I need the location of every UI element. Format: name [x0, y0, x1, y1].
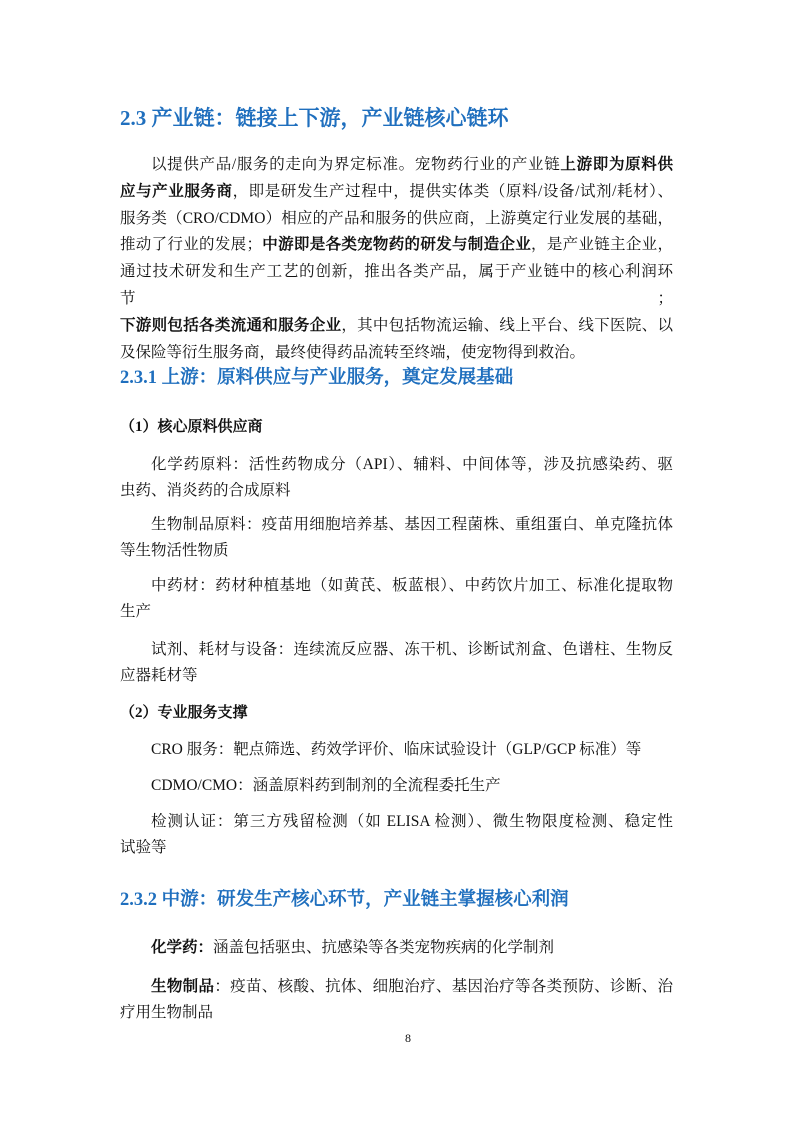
text-run: 试验等 — [120, 839, 167, 856]
text-line — [120, 809, 673, 835]
text-line — [120, 974, 673, 1000]
text-run: 及保险等衍生服务商，最终使得药品流转至终端，使宠物得到救治。 — [120, 343, 586, 361]
paragraph-midstream-biologics — [120, 974, 673, 1025]
text-line — [120, 340, 673, 367]
text-run: 检测认证：第三方残留检测（如 ELISA 检测）、微生物限度检测、稳定性 — [151, 813, 673, 830]
subsection-heading-2-3-1: 2.3.1 上游：原料供应与产业服务，奠定发展基础 — [120, 368, 514, 388]
text-line — [120, 179, 673, 206]
text-run: 通过技术研发和生产工艺的创新，推出各类产品，属于产业链中的核心利润环节； — [120, 263, 673, 307]
text-line — [120, 259, 673, 313]
text-run: 生产 — [120, 603, 152, 620]
paragraph-biological-raw-materials — [120, 512, 673, 564]
text-line — [120, 637, 673, 663]
text-run: 以提供产品/服务的走向为界定标准。宠物药行业的产业链 — [151, 156, 561, 173]
text-run: 虫药、消炎药的合成原料 — [120, 482, 291, 499]
text-line — [120, 232, 673, 259]
paragraph-midstream-chemical-drugs — [120, 935, 673, 961]
text-line — [120, 206, 673, 233]
text-run: 疗用生物制品 — [120, 1003, 214, 1021]
paragraph-chinese-herbal-materials — [120, 573, 673, 625]
text-line — [120, 152, 673, 179]
intro-paragraph — [120, 152, 673, 366]
text-line — [120, 573, 673, 599]
text-run: ：疫苗、核酸、抗体、细胞治疗、基因治疗等各类预防、诊断、治 — [214, 978, 673, 995]
text-line — [120, 835, 673, 861]
text-run: 应器耗材等 — [120, 667, 198, 684]
paragraph-cdmo-cmo — [120, 773, 673, 799]
text-line — [120, 538, 673, 564]
text-run: ，其中包括物流运输、线上平台、线下医院、以 — [341, 316, 673, 334]
paragraph-reagents-equipment — [120, 637, 673, 689]
text-line — [120, 478, 673, 504]
text-line — [120, 737, 673, 763]
text-line — [120, 935, 673, 961]
page-number: 8 — [405, 1031, 411, 1045]
text-line — [120, 663, 673, 689]
text-run: 等生物活性物质 — [120, 542, 229, 559]
text-run: 生物制品原料：疫苗用细胞培养基、基因工程菌株、重组蛋白、单克隆抗体 — [151, 516, 673, 533]
text-run: 化学药原料：活性药物成分（API）、辅料、中间体等，涉及抗感染药、驱 — [151, 456, 673, 473]
paragraph-cro-services — [120, 737, 673, 763]
bold-text-run: 生物制品 — [151, 978, 215, 995]
subheading-professional-services: （2）专业服务支撑 — [120, 705, 248, 721]
text-run: 涵盖包括驱虫、抗感染等各类宠物疾病的化学制剂 — [213, 939, 555, 956]
bold-text-run: 上游即为原料供 — [560, 156, 673, 173]
text-run: 服务类（CRO/CDMO）相应的产品和服务的供应商，上游奠定行业发展的基础， — [120, 209, 673, 227]
text-line — [120, 1000, 673, 1026]
subheading-core-raw-material-suppliers: （1）核心原料供应商 — [120, 419, 263, 435]
paragraph-testing-certification — [120, 809, 673, 861]
bold-text-run: 应与产业服务商 — [120, 182, 233, 200]
text-run: ，即是研发生产过程中，提供实体类（原料/设备/试剂/耗材）、 — [232, 182, 673, 200]
bold-text-run: 中游即是各类宠物药的研发与制造企业 — [261, 236, 532, 254]
text-run: CDMO/CMO：涵盖原料药到制剂的全流程委托生产 — [151, 777, 501, 794]
bold-text-run: 化学药： — [151, 939, 214, 956]
subsection-heading-2-3-2: 2.3.2 中游：研发生产核心环节，产业链主掌握核心利润 — [120, 890, 569, 910]
bold-text-run: 下游则包括各类流通和服务企业 — [120, 316, 342, 334]
text-line — [120, 452, 673, 478]
text-line — [120, 512, 673, 538]
text-run: 试剂、耗材与设备：连续流反应器、冻干机、诊断试剂盒、色谱柱、生物反 — [151, 641, 673, 658]
text-line — [120, 773, 673, 799]
text-run: CRO 服务：靶点筛选、药效学评价、临床试验设计（GLP/GCP 标准）等 — [151, 741, 642, 758]
text-run: 推动了行业的发展； — [120, 236, 262, 254]
section-heading-2-3: 2.3 产业链：链接上下游，产业链核心链环 — [120, 106, 509, 130]
text-run: ，是产业链主企业， — [531, 236, 673, 254]
text-run: 中药材：药材种植基地（如黄芪、板蓝根）、中药饮片加工、标准化提取物 — [151, 577, 673, 594]
paragraph-chemical-raw-materials — [120, 452, 673, 504]
text-line — [120, 599, 673, 625]
text-line — [120, 313, 673, 340]
